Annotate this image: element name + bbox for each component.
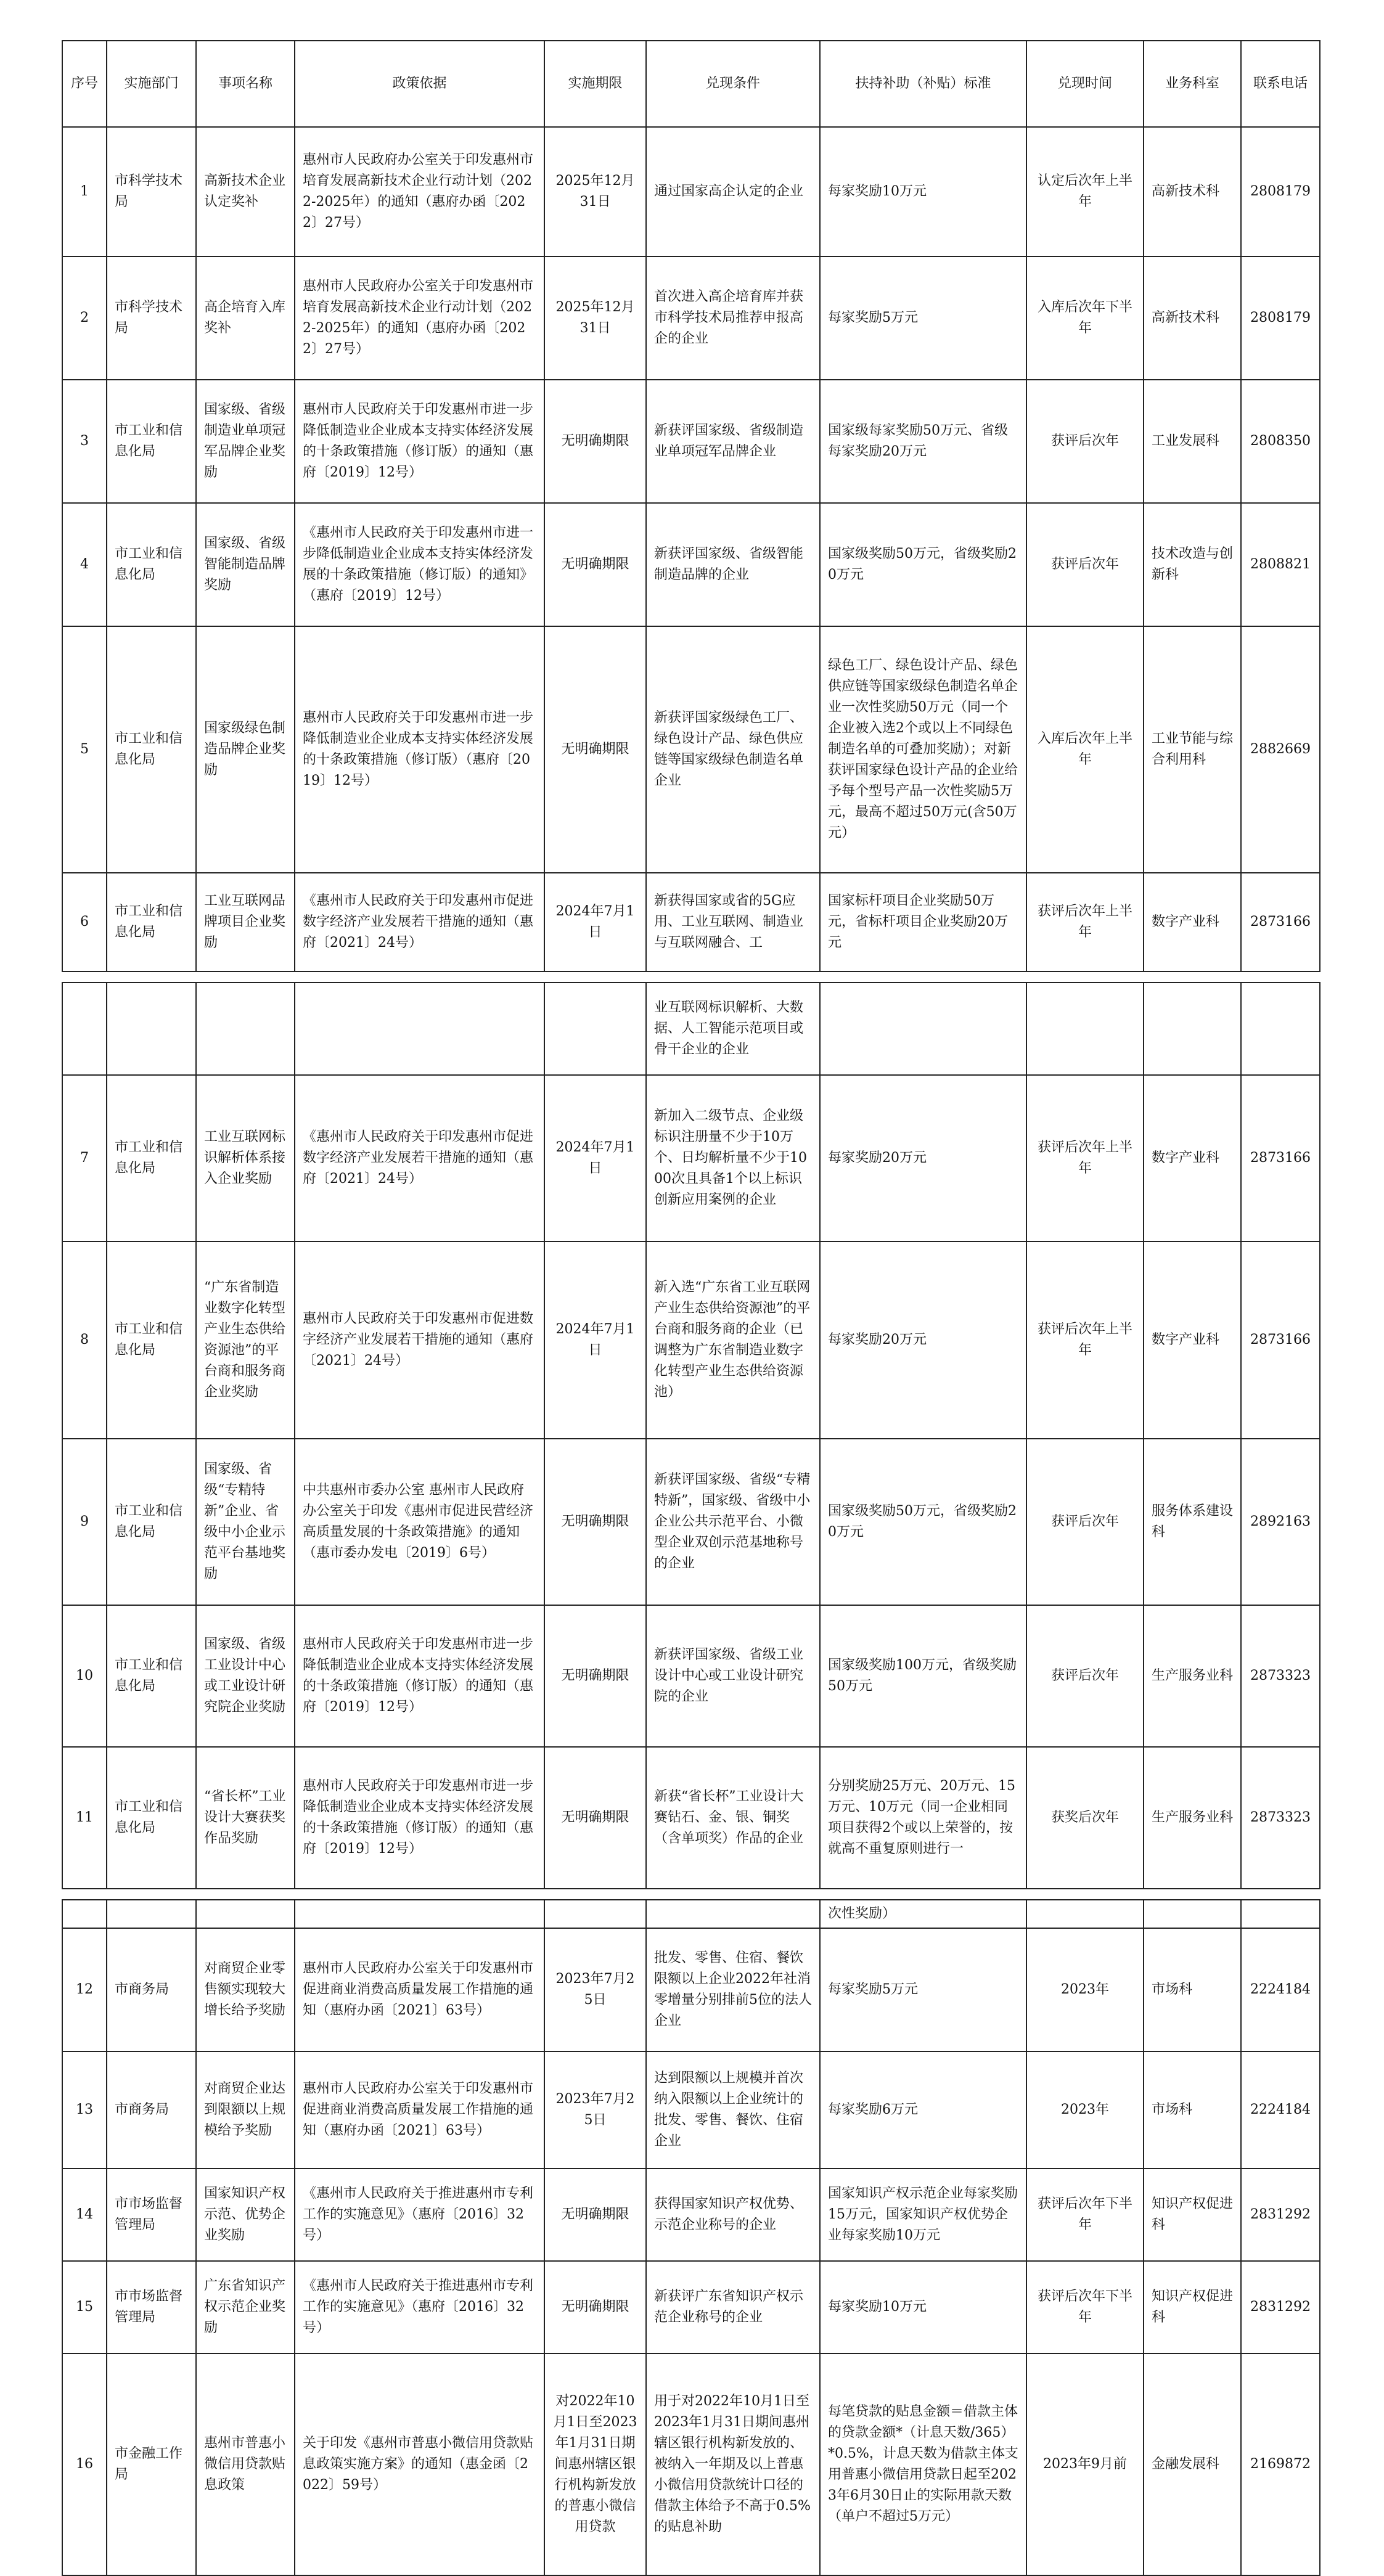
cell-standard: 国家标杆项目企业奖励50万元，省标杆项目企业奖励20万元	[820, 873, 1026, 971]
cell-phone: 2873166	[1241, 1075, 1320, 1241]
table-row	[62, 2051, 1320, 2169]
cell-standard: 每笔贷款的贴息金额＝借款主体的贷款金额*（计息天数/365）*0.5%，计息天数为借款主体支用普惠小微信用贷款日起至2023年6月30日止的实际用款天数（单户不超过5万元）	[820, 2353, 1026, 2575]
cell-standard: 国家级奖励50万元，省级奖励20万元	[820, 1439, 1026, 1605]
cell-basis: 惠州市人民政府办公室关于印发惠州市培育发展高新技术企业行动计划（2022-2025年）的通知（惠府办函〔2022〕27号）	[295, 256, 544, 380]
cell-no: 1	[62, 127, 107, 256]
cell-basis: 惠州市人民政府关于印发惠州市进一步降低制造业企业成本支持实体经济发展的十条政策措施（修订版）的通知（惠府〔2019〕12号）	[295, 380, 544, 503]
cell-dept: 市工业和信息化局	[107, 1075, 196, 1241]
cell-phone: 2808179	[1241, 127, 1320, 256]
cell-standard: 每家奖励20万元	[820, 1075, 1026, 1241]
cell-office: 高新技术科	[1144, 256, 1241, 380]
cell-item: 高新技术企业认定奖补	[196, 127, 295, 256]
cell-standard: 每家奖励5万元	[820, 1928, 1026, 2051]
header-dept: 实施部门	[107, 41, 196, 127]
cell-item: 惠州市普惠小微信用贷款贴息政策	[196, 2353, 295, 2575]
page-gap	[62, 971, 1320, 983]
cell-office: 数字产业科	[1144, 873, 1241, 971]
header-period: 实施期限	[544, 41, 646, 127]
cell-item: 国家级、省级制造业单项冠军品牌企业奖励	[196, 380, 295, 503]
cell-condition: 通过国家高企认定的企业	[646, 127, 820, 256]
cell-period: 无明确期限	[544, 1439, 646, 1605]
continuation-row	[62, 983, 1320, 1075]
cell-standard: 每家奖励6万元	[820, 2051, 1026, 2169]
table-row	[62, 127, 1320, 256]
table-row	[62, 873, 1320, 971]
cell-phone: 2873323	[1241, 1747, 1320, 1889]
cell-office: 金融发展科	[1144, 2353, 1241, 2575]
cell-basis: 惠州市人民政府办公室关于印发惠州市培育发展高新技术企业行动计划（2022-2025年）的通知（惠府办函〔2022〕27号）	[295, 127, 544, 256]
cell-dept: 市工业和信息化局	[107, 380, 196, 503]
cell-no: 3	[62, 380, 107, 503]
cell-basis: 《惠州市人民政府关于印发惠州市促进数字经济产业发展若干措施的通知（惠府〔2021〕24号）	[295, 1075, 544, 1241]
cell-item: 国家级、省级工业设计中心或工业设计研究院企业奖励	[196, 1605, 295, 1747]
cell-dept: 市工业和信息化局	[107, 1439, 196, 1605]
cell-standard: 每家奖励20万元	[820, 1241, 1026, 1439]
cell-dept: 市工业和信息化局	[107, 1747, 196, 1889]
cell-period: 2024年7月1日	[544, 1241, 646, 1439]
cell-condition: 用于对2022年10月1日至2023年1月31日期间惠州辖区银行机构新发放的、被纳入一年期及以上普惠小微信用贷款统计口径的借款主体给予不高于0.5%的贴息补助	[646, 2353, 820, 2575]
cell-standard: 每家奖励5万元	[820, 256, 1026, 380]
table-row	[62, 1605, 1320, 1747]
cell-period: 2024年7月1日	[544, 873, 646, 971]
cell-dept: 市工业和信息化局	[107, 873, 196, 971]
continuation-cell: 次性奖励）	[820, 1900, 1026, 1928]
table-row	[62, 503, 1320, 626]
cell-period: 2023年7月25日	[544, 1928, 646, 2051]
policy-table	[62, 40, 1321, 2576]
cell-basis: 《惠州市人民政府关于推进惠州市专利工作的实施意见》（惠府〔2016〕32号）	[295, 2261, 544, 2353]
cell-basis: 《惠州市人民政府关于印发惠州市进一步降低制造业企业成本支持实体经济发展的十条政策措施（修订版）的通知》（惠府〔2019〕12号）	[295, 503, 544, 626]
cell-dept: 市商务局	[107, 1928, 196, 2051]
cell-basis: 关于印发《惠州市普惠小微信用贷款贴息政策实施方案》的通知（惠金函〔2022〕59号）	[295, 2353, 544, 2575]
cell-no: 5	[62, 626, 107, 873]
cell-time: 2023年	[1026, 2051, 1144, 2169]
cell-period: 无明确期限	[544, 2261, 646, 2353]
cell-phone: 2882669	[1241, 626, 1320, 873]
cell-period: 无明确期限	[544, 2169, 646, 2261]
cell-office: 技术改造与创新科	[1144, 503, 1241, 626]
cell-time: 获评后次年下半年	[1026, 2169, 1144, 2261]
cell-office: 生产服务业科	[1144, 1747, 1241, 1889]
cell-period: 无明确期限	[544, 1605, 646, 1747]
cell-dept: 市金融工作局	[107, 2353, 196, 2575]
cell-standard: 每家奖励10万元	[820, 2261, 1026, 2353]
cell-office: 数字产业科	[1144, 1075, 1241, 1241]
header-item: 事项名称	[196, 41, 295, 127]
header-time: 兑现时间	[1026, 41, 1144, 127]
cell-no: 2	[62, 256, 107, 380]
table-row	[62, 2169, 1320, 2261]
cell-basis: 惠州市人民政府关于印发惠州市进一步降低制造业企业成本支持实体经济发展的十条政策措施（修订版）的通知（惠府〔2019〕12号）	[295, 1747, 544, 1889]
cell-no: 14	[62, 2169, 107, 2261]
cell-standard: 每家奖励10万元	[820, 127, 1026, 256]
cell-time: 获评后次年下半年	[1026, 2261, 1144, 2353]
cell-condition: 新加入二级节点、企业级标识注册量不少于10万个、日均解析量不少于1000次且具备1个以上标识创新应用案例的企业	[646, 1075, 820, 1241]
table-row	[62, 256, 1320, 380]
cell-standard: 国家级奖励50万元，省级奖励20万元	[820, 503, 1026, 626]
cell-condition: 达到限额以上规模并首次纳入限额以上企业统计的批发、零售、餐饮、住宿企业	[646, 2051, 820, 2169]
cell-dept: 市工业和信息化局	[107, 626, 196, 873]
cell-office: 市场科	[1144, 1928, 1241, 2051]
cell-basis: 惠州市人民政府关于印发惠州市促进数字经济产业发展若干措施的通知（惠府〔2021〕24号）	[295, 1241, 544, 1439]
cell-time: 2023年9月前	[1026, 2353, 1144, 2575]
cell-period: 无明确期限	[544, 626, 646, 873]
header-no: 序号	[62, 41, 107, 127]
cell-dept: 市科学技术局	[107, 127, 196, 256]
table-row	[62, 2261, 1320, 2353]
cell-office: 服务体系建设科	[1144, 1439, 1241, 1605]
cell-phone: 2224184	[1241, 2051, 1320, 2169]
cell-no: 11	[62, 1747, 107, 1889]
table-row	[62, 1439, 1320, 1605]
cell-dept: 市工业和信息化局	[107, 1605, 196, 1747]
cell-phone: 2808350	[1241, 380, 1320, 503]
table-row	[62, 2353, 1320, 2575]
cell-period: 无明确期限	[544, 1747, 646, 1889]
cell-time: 获评后次年上半年	[1026, 873, 1144, 971]
cell-phone: 2873166	[1241, 1241, 1320, 1439]
cell-basis: 惠州市人民政府关于印发惠州市进一步降低制造业企业成本支持实体经济发展的十条政策措施（修订版）（惠府〔2019〕12号）	[295, 626, 544, 873]
continuation-cell: 业互联网标识解析、大数据、人工智能示范项目或骨干企业的企业	[646, 983, 820, 1075]
cell-standard: 分别奖励25万元、20万元、15万元、10万元（同一企业相同项目获得2个或以上荣誉的，按就高不重复原则进行一	[820, 1747, 1026, 1889]
cell-condition: 新获评国家级、省级智能制造品牌的企业	[646, 503, 820, 626]
cell-condition: 新获评国家级绿色工厂、绿色设计产品、绿色供应链等国家级绿色制造名单企业	[646, 626, 820, 873]
table-row	[62, 1928, 1320, 2051]
cell-office: 市场科	[1144, 2051, 1241, 2169]
cell-no: 12	[62, 1928, 107, 2051]
cell-no: 8	[62, 1241, 107, 1439]
table-row	[62, 1241, 1320, 1439]
cell-standard: 国家级奖励100万元，省级奖励50万元	[820, 1605, 1026, 1747]
cell-dept: 市科学技术局	[107, 256, 196, 380]
cell-phone: 2873323	[1241, 1605, 1320, 1747]
cell-period: 2023年7月25日	[544, 2051, 646, 2169]
cell-item: 国家级绿色制造品牌企业奖励	[196, 626, 295, 873]
table-row	[62, 1075, 1320, 1241]
cell-office: 工业发展科	[1144, 380, 1241, 503]
cell-condition: 新获评国家级、省级“专精特新”，国家级、省级中小企业公共示范平台、小微型企业双创示范基地称号的企业	[646, 1439, 820, 1605]
cell-no: 16	[62, 2353, 107, 2575]
cell-time: 认定后次年上半年	[1026, 127, 1144, 256]
cell-basis: 惠州市人民政府关于印发惠州市进一步降低制造业企业成本支持实体经济发展的十条政策措施（修订版）的通知（惠府〔2019〕12号）	[295, 1605, 544, 1747]
policy-document	[62, 40, 1319, 2576]
cell-no: 10	[62, 1605, 107, 1747]
continuation-row	[62, 1900, 1320, 1928]
cell-condition: 批发、零售、住宿、餐饮限额以上企业2022年社消零增量分别排前5位的法人企业	[646, 1928, 820, 2051]
header-standard: 扶持补助（补贴）标准	[820, 41, 1026, 127]
cell-phone: 2831292	[1241, 2261, 1320, 2353]
cell-time: 获评后次年	[1026, 503, 1144, 626]
cell-phone: 2169872	[1241, 2353, 1320, 2575]
cell-basis: 中共惠州市委办公室 惠州市人民政府办公室关于印发《惠州市促进民营经济高质量发展的十条政策措施》的通知（惠市委办发电〔2019〕6号）	[295, 1439, 544, 1605]
cell-time: 获评后次年	[1026, 1605, 1144, 1747]
cell-period: 2024年7月1日	[544, 1075, 646, 1241]
cell-condition: 新获得国家或省的5G应用、工业互联网、制造业与互联网融合、工	[646, 873, 820, 971]
cell-phone: 2808821	[1241, 503, 1320, 626]
cell-period: 2025年12月31日	[544, 256, 646, 380]
cell-phone: 2892163	[1241, 1439, 1320, 1605]
cell-period: 2025年12月31日	[544, 127, 646, 256]
cell-time: 获评后次年	[1026, 380, 1144, 503]
cell-basis: 《惠州市人民政府关于推进惠州市专利工作的实施意见》（惠府〔2016〕32号）	[295, 2169, 544, 2261]
cell-no: 7	[62, 1075, 107, 1241]
cell-no: 13	[62, 2051, 107, 2169]
cell-item: 对商贸企业零售额实现较大增长给予奖励	[196, 1928, 295, 2051]
cell-phone: 2831292	[1241, 2169, 1320, 2261]
cell-basis: 《惠州市人民政府关于印发惠州市促进数字经济产业发展若干措施的通知（惠府〔2021〕24号）	[295, 873, 544, 971]
cell-dept: 市工业和信息化局	[107, 1241, 196, 1439]
header-phone: 联系电话	[1241, 41, 1320, 127]
cell-item: 国家级、省级智能制造品牌奖励	[196, 503, 295, 626]
cell-condition: 获得国家知识产权优势、示范企业称号的企业	[646, 2169, 820, 2261]
cell-office: 知识产权促进科	[1144, 2261, 1241, 2353]
cell-time: 入库后次年下半年	[1026, 256, 1144, 380]
cell-item: 广东省知识产权示范企业奖励	[196, 2261, 295, 2353]
cell-item: 对商贸企业达到限额以上规模给予奖励	[196, 2051, 295, 2169]
cell-item: 国家级、省级“专精特新”企业、省级中小企业示范平台基地奖励	[196, 1439, 295, 1605]
table-row	[62, 626, 1320, 873]
cell-condition: 新入选“广东省工业互联网产业生态供给资源池”的平台商和服务商的企业（已调整为广东省制造业数字化转型产业生态供给资源池）	[646, 1241, 820, 1439]
cell-condition: 新获评国家级、省级制造业单项冠军品牌企业	[646, 380, 820, 503]
cell-no: 4	[62, 503, 107, 626]
cell-item: 高企培育入库奖补	[196, 256, 295, 380]
cell-office: 数字产业科	[1144, 1241, 1241, 1439]
cell-phone: 2873166	[1241, 873, 1320, 971]
cell-office: 高新技术科	[1144, 127, 1241, 256]
table-header-row	[62, 41, 1320, 127]
cell-basis: 惠州市人民政府办公室关于印发惠州市促进商业消费高质量发展工作措施的通知（惠府办函〔2021〕63号）	[295, 1928, 544, 2051]
cell-item: “广东省制造业数字化转型产业生态供给资源池”的平台商和服务商企业奖励	[196, 1241, 295, 1439]
cell-phone: 2808179	[1241, 256, 1320, 380]
cell-condition: 新获“省长杯”工业设计大赛钻石、金、银、铜奖（含单项奖）作品的企业	[646, 1747, 820, 1889]
cell-dept: 市市场监督管理局	[107, 2169, 196, 2261]
table-row	[62, 1747, 1320, 1889]
cell-no: 9	[62, 1439, 107, 1605]
table-row	[62, 380, 1320, 503]
cell-time: 入库后次年上半年	[1026, 626, 1144, 873]
cell-standard: 国家知识产权示范企业每家奖励15万元，国家知识产权优势企业每家奖励10万元	[820, 2169, 1026, 2261]
cell-dept: 市工业和信息化局	[107, 503, 196, 626]
cell-dept: 市商务局	[107, 2051, 196, 2169]
cell-standard: 绿色工厂、绿色设计产品、绿色供应链等国家级绿色制造名单企业一次性奖励50万元（同一个企业被入选2个或以上不同绿色制造名单的可叠加奖励）；对新获评国家绿色设计产品的企业给予每个型号产品一次性奖励5万元，最高不超过50万元(含50万元）	[820, 626, 1026, 873]
cell-item: 工业互联网标识解析体系接入企业奖励	[196, 1075, 295, 1241]
cell-no: 6	[62, 873, 107, 971]
header-office: 业务科室	[1144, 41, 1241, 127]
cell-office: 生产服务业科	[1144, 1605, 1241, 1747]
cell-period: 无明确期限	[544, 380, 646, 503]
cell-condition: 新获评国家级、省级工业设计中心或工业设计研究院的企业	[646, 1605, 820, 1747]
cell-basis: 惠州市人民政府办公室关于印发惠州市促进商业消费高质量发展工作措施的通知（惠府办函〔2021〕63号）	[295, 2051, 544, 2169]
cell-time: 获评后次年上半年	[1026, 1075, 1144, 1241]
cell-office: 知识产权促进科	[1144, 2169, 1241, 2261]
cell-no: 15	[62, 2261, 107, 2353]
cell-period: 对2022年10月1日至2023年1月31日期间惠州辖区银行机构新发放的普惠小微信用贷款	[544, 2353, 646, 2575]
cell-time: 2023年	[1026, 1928, 1144, 2051]
cell-time: 获评后次年	[1026, 1439, 1144, 1605]
cell-item: 工业互联网品牌项目企业奖励	[196, 873, 295, 971]
cell-condition: 新获评广东省知识产权示范企业称号的企业	[646, 2261, 820, 2353]
cell-time: 获评后次年上半年	[1026, 1241, 1144, 1439]
cell-item: “省长杯”工业设计大赛获奖作品奖励	[196, 1747, 295, 1889]
cell-dept: 市市场监督管理局	[107, 2261, 196, 2353]
header-basis: 政策依据	[295, 41, 544, 127]
cell-condition: 首次进入高企培育库并获市科学技术局推荐申报高企的企业	[646, 256, 820, 380]
page-gap	[62, 1889, 1320, 1900]
header-condition: 兑现条件	[646, 41, 820, 127]
cell-item: 国家知识产权示范、优势企业奖励	[196, 2169, 295, 2261]
cell-standard: 国家级每家奖励50万元、省级每家奖励20万元	[820, 380, 1026, 503]
cell-period: 无明确期限	[544, 503, 646, 626]
cell-time: 获奖后次年	[1026, 1747, 1144, 1889]
cell-office: 工业节能与综合利用科	[1144, 626, 1241, 873]
cell-phone: 2224184	[1241, 1928, 1320, 2051]
